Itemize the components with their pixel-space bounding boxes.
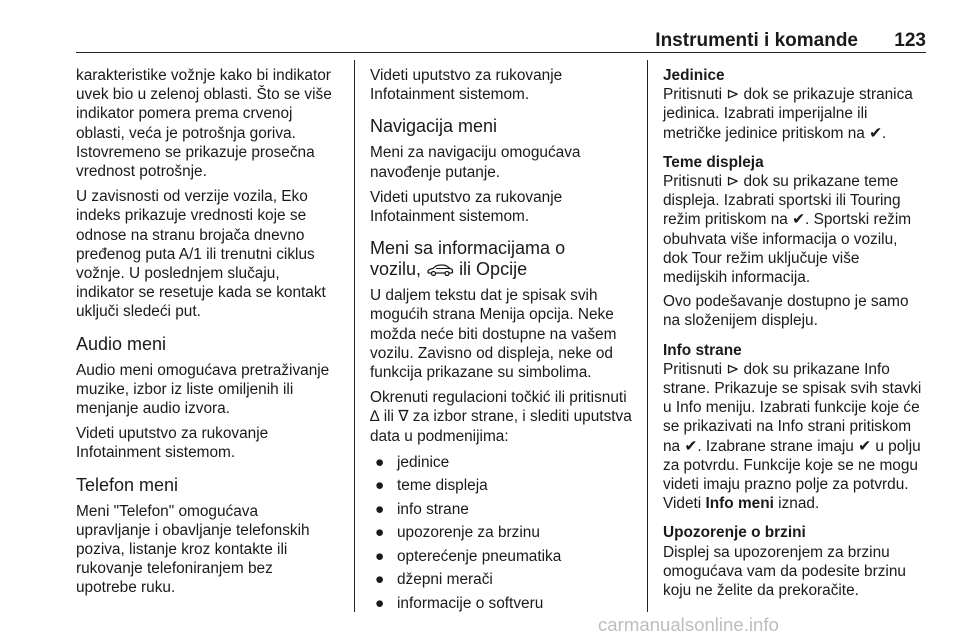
options-paragraph-2: Okrenuti regulacioni točkić ili pritisnuti ∆ ili ∇ za izbor strane, i slediti uputstva data u podmenijima: [370, 389, 632, 445]
eco-paragraph-1: karakteristike vožnje kako bi indikator uvek bio u zelenoj oblasti. Što se više indikator pomera prema crvenoj oblasti, veća je potrošnja goriva. Istovremeno se prikazuje prosečna vrednost potrošnje. [76, 67, 332, 181]
vehicle-info-menu-heading: Meni sa informacijama o vozilu, ili Opcije [370, 238, 566, 280]
speed-warning-section: Upozorenje o brzini Displej sa upozorenjem za brzinu omogućava vam da podesite brzinu koju ne želite da prekoračite. [663, 523, 929, 600]
info-pages-heading: Info strane [663, 341, 742, 359]
phone-menu-heading: Telefon meni [76, 474, 179, 495]
column-1 [76, 66, 344, 604]
column-divider-1 [354, 60, 355, 612]
options-paragraph-1: U daljem tekstu dat je spisak svih mogućih strana Menija opcija. Neke možda neće biti dostupne na vašem vozilu. Zavisno od displeja, neke od funkcija prikazane su simbolima. [370, 287, 617, 382]
bullet-icon: ● [375, 571, 385, 589]
navigation-menu-heading: Navigacija meni [370, 116, 498, 137]
info-pages-section: Info strane Pritisnuti ⊳ dok su prikazane Info strane. Prikazuje se spisak svih stavki u Info meniju. Izabrati funkcije koje će se prikazivati na Info strani pritiskom na ✔. Izabrane strane imaju ✔ u polju za potvrdu. Funkcije koje se ne mogu videti imaju prazno polje za potvrdu. Videti Info meni iznad. [663, 341, 929, 514]
arrow-right-icon: ⊳ [726, 360, 740, 378]
audio-paragraph-2: Videti uputstvo za rukovanje Infotainment sistemom. [76, 425, 269, 462]
header-rule [76, 52, 926, 53]
arrow-right-icon: ⊳ [726, 86, 740, 104]
bullet-icon: ● [375, 453, 385, 471]
check-icon: ✔ [792, 211, 806, 229]
check-icon: ✔ [858, 437, 872, 455]
bullet-icon: ● [375, 524, 385, 542]
phone-paragraph: Meni "Telefon" omogućava upravljanje i obavljanje telefonskih poziva, listanje kroz kontakte ili rukovanje telefoniranjem bez upotrebe ruku. [76, 502, 310, 597]
navigation-paragraph-1: Meni za navigaciju omogućava navođenje putanje. [370, 144, 581, 181]
audio-menu-heading: Audio meni [76, 333, 167, 354]
display-themes-heading: Teme displeja [663, 153, 764, 171]
list-item: ● upozorenje za brzinu [375, 524, 540, 542]
column-divider-2 [647, 60, 648, 612]
down-arrow-icon: ∇ [398, 408, 409, 426]
watermark: carmanualsonline.info [598, 614, 779, 635]
column-2 [370, 66, 638, 617]
column-3 [663, 66, 929, 609]
bullet-icon: ● [375, 500, 385, 518]
page-title: Instrumenti i komande [655, 30, 858, 51]
list-item: ● jedinice [375, 453, 450, 471]
navigation-paragraph-2: Videti uputstvo za rukovanje Infotainment sistemom. [370, 188, 563, 226]
options-list [370, 453, 638, 613]
page-number: 123 [894, 30, 926, 51]
units-heading: Jedinice [663, 67, 725, 84]
infotainment-ref-paragraph: Videti uputstvo za rukovanje Infotainment sistemom. [370, 67, 563, 104]
check-icon: ✔ [684, 437, 698, 455]
bullet-icon: ● [375, 547, 385, 565]
list-item: ● teme displeja [375, 477, 488, 495]
list-item: ● džepni merači [375, 571, 493, 589]
bullet-icon: ● [375, 594, 385, 612]
car-icon [426, 264, 454, 276]
units-section: Jedinice Pritisnuti ⊳ dok se prikazuje stranica jedinica. Izabrati imperijalne ili metričke jedinice pritiskom na ✔. [663, 66, 929, 143]
list-item: ● info strane [375, 500, 469, 518]
eco-paragraph-2: U zavisnosti od verzije vozila, Eko indeks prikazuje vrednosti koje se odnose na stranu brojača dnevno pređenog puta A/1 ili trenutni ciklus vožnje. U poslednjem slučaju, indikator se resetuje kada se kontakt uključi sledeći put. [76, 188, 326, 321]
themes-paragraph-2: Ovo podešavanje dostupno je samo na složenijem displeju. [663, 293, 909, 330]
speed-warning-heading: Upozorenje o brzini [663, 524, 806, 542]
page-header [76, 30, 926, 51]
list-item: ● opterećenje pneumatika [375, 547, 562, 565]
up-arrow-icon: ∆ [370, 408, 380, 426]
display-themes-section: Teme displeja Pritisnuti ⊳ dok su prikazane teme displeja. Izabrati sportski ili Touring režim pritiskom na ✔. Sportski režim obuhvata više informacija o vozilu, dok Tour režim uključuje više medijskih informacija. [663, 153, 929, 287]
arrow-right-icon: ⊳ [726, 173, 740, 191]
bullet-icon: ● [375, 477, 385, 495]
audio-paragraph-1: Audio meni omogućava pretraživanje muzike, izbor iz liste omiljenih ili menjanje audio izvora. [76, 361, 330, 418]
list-item: ● informacije o softveru [375, 594, 544, 612]
info-menu-reference: Info meni [705, 495, 774, 513]
check-icon: ✔ [869, 124, 883, 142]
